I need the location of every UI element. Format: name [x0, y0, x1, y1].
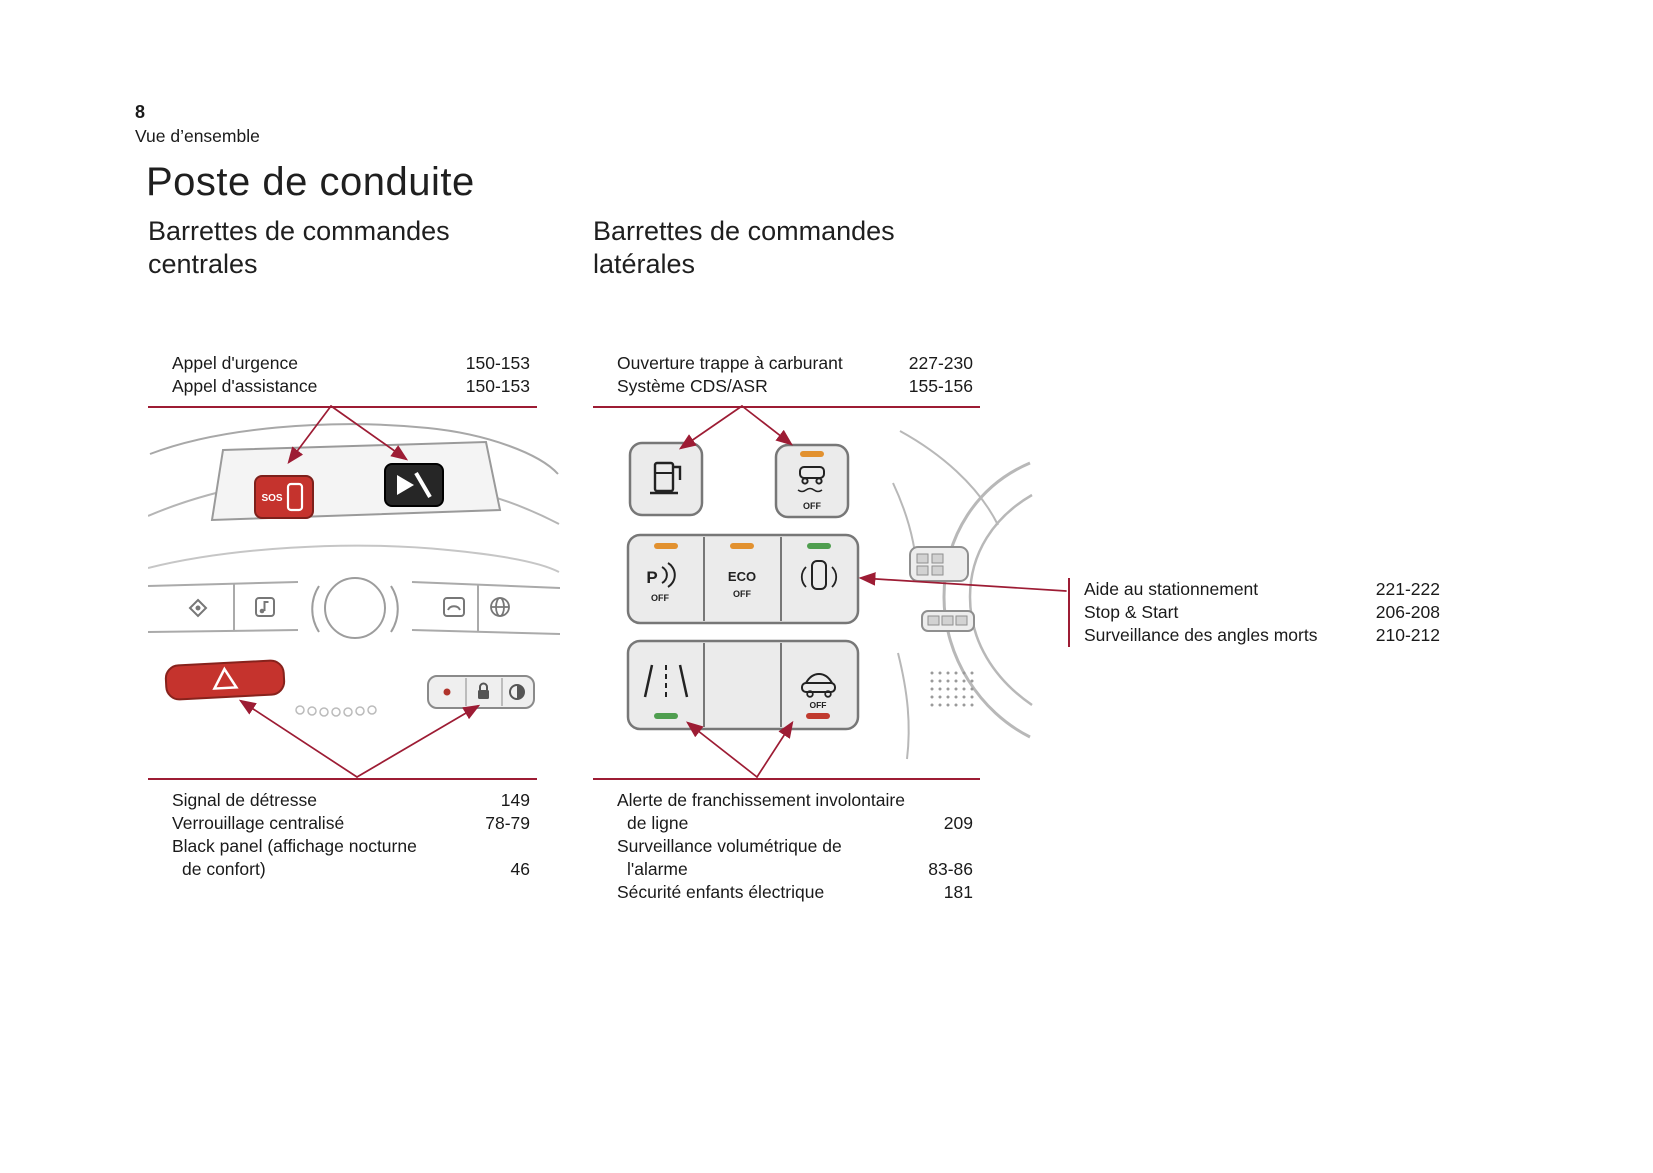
- led-dot-icon: [444, 689, 451, 696]
- ref-pages: 83-86: [928, 859, 973, 879]
- indicator-dash-orange: [800, 451, 824, 457]
- sos-label: SOS: [261, 493, 283, 504]
- ref-pages: 221-222: [1375, 579, 1440, 599]
- ref-row: [148, 835, 537, 858]
- ref-row: [1084, 578, 1440, 601]
- ref-row: [148, 375, 537, 398]
- ref-row: [593, 858, 980, 881]
- locking-panel-illustration: [428, 676, 534, 708]
- ref-label: Sécurité enfants électrique: [617, 882, 825, 902]
- ref-label: l'alarme: [627, 859, 688, 879]
- ref-row: [148, 352, 537, 375]
- ref-label: Stop & Start: [1084, 602, 1179, 622]
- page-number: 8: [135, 102, 146, 122]
- ref-pages: 149: [500, 790, 530, 810]
- eco-label: ECO: [727, 569, 757, 584]
- car-off-label: OFF: [809, 700, 827, 710]
- ref-pages: 155-156: [908, 376, 973, 396]
- media-icon: [256, 598, 274, 616]
- ref-row: [1084, 624, 1440, 647]
- ref-pages: 150-153: [465, 376, 530, 396]
- speaker-grille-dots: [296, 706, 376, 716]
- esp-off-label: OFF: [803, 501, 821, 511]
- heading-lateral-controls: [593, 215, 895, 281]
- ref-label: Alerte de franchissement involontaire: [617, 790, 905, 810]
- indicator-dash-green: [807, 543, 831, 549]
- ref-label: Surveillance volumétrique de: [617, 836, 842, 856]
- ref-row: [593, 835, 980, 858]
- ref-pages: 206-208: [1375, 602, 1440, 622]
- globe-icon: [491, 598, 509, 616]
- indicator-dash-orange: [730, 543, 754, 549]
- ref-label: de confort): [182, 859, 266, 879]
- heading-lateral-line1: Barrettes de commandes: [593, 216, 895, 246]
- media-strip-outline: [148, 582, 560, 634]
- ref-row: [593, 881, 980, 904]
- indicator-dash-red: [806, 713, 830, 719]
- ref-pages: 78-79: [485, 813, 530, 833]
- ref-label: Appel d'assistance: [172, 376, 318, 396]
- central-top-labels: [148, 352, 537, 408]
- ref-label: Signal de détresse: [172, 790, 317, 810]
- ds-assistance-button-illustration: [385, 464, 443, 506]
- ref-pages: 227-230: [908, 353, 973, 373]
- ref-row: [593, 812, 980, 835]
- central-controls-illustration: [148, 420, 560, 720]
- ref-row: [148, 858, 537, 881]
- ref-pages: 46: [510, 859, 530, 879]
- sos-button-illustration: [255, 476, 313, 518]
- hazard-button-illustration: [165, 660, 285, 700]
- ref-pages: 209: [943, 813, 973, 833]
- parking-p-label: P: [646, 568, 658, 587]
- ref-row: [1084, 601, 1440, 624]
- ref-row: [593, 789, 980, 812]
- ref-row: [148, 789, 537, 812]
- nav-icon: [190, 600, 206, 616]
- ref-pages: 210-212: [1375, 625, 1440, 645]
- indicator-dash-green: [654, 713, 678, 719]
- parking-off-label: OFF: [651, 593, 669, 603]
- ref-row: [593, 375, 980, 398]
- ref-label: Verrouillage centralisé: [172, 813, 345, 833]
- ref-label: Aide au stationnement: [1084, 579, 1259, 599]
- lateral-bottom-labels: [593, 778, 980, 904]
- window-switch-pod: [910, 547, 968, 581]
- page-title: Poste de conduite: [146, 160, 475, 204]
- ref-pages: 150-153: [465, 353, 530, 373]
- ref-label: Ouverture trappe à carburant: [617, 353, 843, 373]
- side-controls-strip-1: [628, 535, 858, 623]
- esp-asr-button-illustration: [776, 445, 848, 517]
- heading-central-line2: centrales: [148, 249, 258, 279]
- steering-wheel-illustration: [893, 431, 1032, 759]
- ref-row: [148, 812, 537, 835]
- heading-central-line1: Barrettes de commandes: [148, 216, 450, 246]
- lateral-top-labels: [593, 352, 980, 408]
- ref-label: de ligne: [627, 813, 689, 833]
- side-controls-strip-2: [628, 641, 858, 729]
- eco-off-label: OFF: [733, 589, 751, 599]
- side-callout-labels: [1068, 578, 1440, 647]
- ref-row: [593, 352, 980, 375]
- volume-knob-icon: [312, 578, 398, 638]
- lateral-controls-illustration: [600, 425, 1035, 760]
- ref-label: Système CDS/ASR: [617, 376, 768, 396]
- fuel-flap-button-illustration: [630, 443, 702, 515]
- ref-label: Appel d'urgence: [172, 353, 298, 373]
- phone-icon: [444, 598, 464, 616]
- heading-central-controls: [148, 215, 450, 281]
- central-bottom-labels: [148, 778, 537, 881]
- heading-lateral-line2: latérales: [593, 249, 696, 279]
- indicator-dash-orange: [654, 543, 678, 549]
- mirror-switch-pod: [922, 611, 974, 631]
- section-label: Vue d’ensemble: [135, 126, 260, 146]
- ref-pages: 181: [943, 882, 973, 902]
- ref-label: Surveillance des angles morts: [1084, 625, 1318, 645]
- ref-label: Black panel (affichage nocturne: [172, 836, 417, 856]
